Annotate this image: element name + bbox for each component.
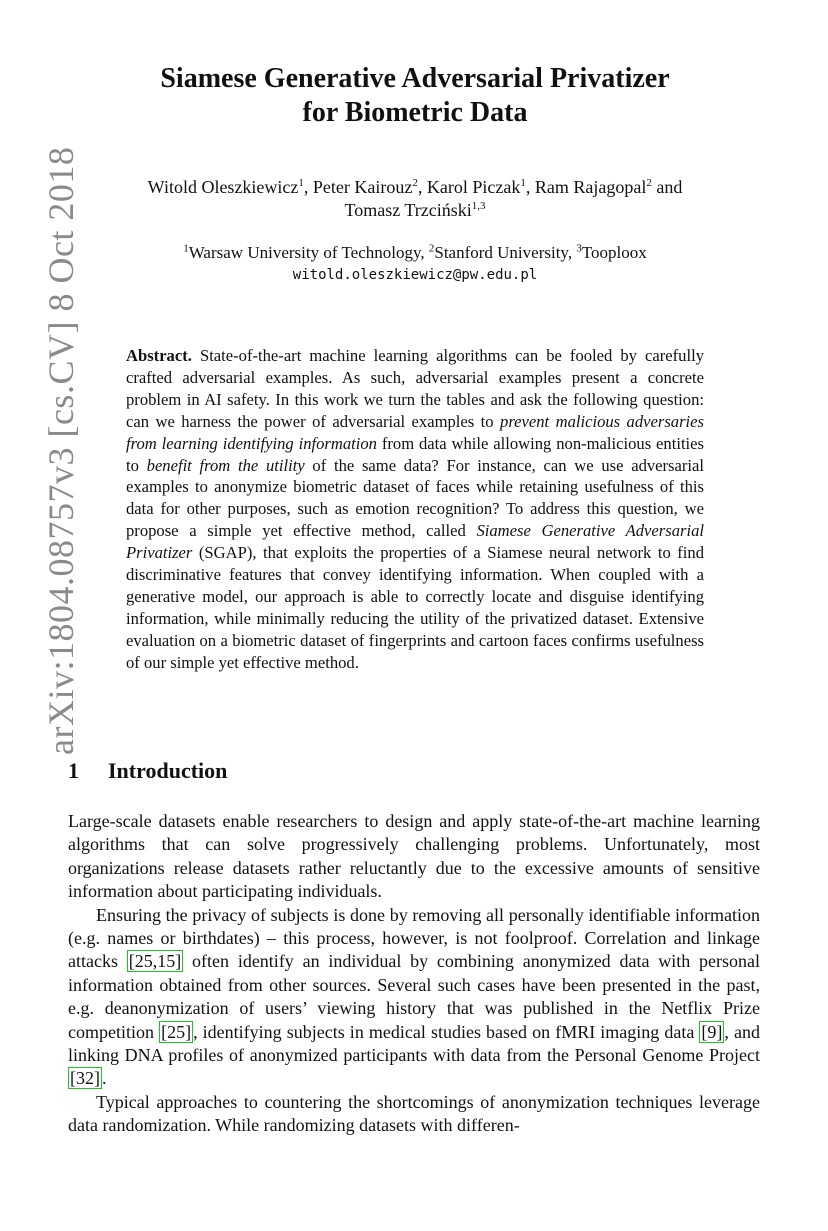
contact-email[interactable]: witold.oleszkiewicz@pw.edu.pl [292,267,538,283]
section-title: Introduction [108,758,228,783]
citation-link[interactable]: [25,15] [128,951,182,972]
paper-title [70,62,760,130]
author-affil-sup: 1 [298,177,304,189]
affil-separator: , [567,243,577,262]
author-separator: and [651,177,683,197]
abstract-emphasis: benefit from the utility [146,455,305,475]
author-affil-sup: 2 [646,177,652,189]
citation-link[interactable]: [32] [70,1068,100,1089]
abstract-text: of the same data? For instance, can we use adversarial examples to anonymize biometric dataset of faces while retaining usefulness of this data for other purposes, such as emotion recognition? To address this question, we propose a simple yet effective method, called [126,455,704,541]
section-number: 1 [68,758,79,783]
paragraph-text: , and linking DNA profiles of anonymized participants with data from the Personal Genome Project [68,1021,760,1066]
author-affil-sup: 1 [520,177,526,189]
affil-sup: 3 [576,242,582,255]
title-line-2: for Biometric Data [302,97,528,128]
paragraph: Typical approaches to countering the shortcomings of anonymization techniques leverage data randomization. While randomizing datasets with differen- [68,1091,760,1136]
affil-separator: , [420,243,429,262]
author-affil-sup: 2 [412,177,418,189]
citation-link[interactable]: [25] [161,1021,192,1042]
paragraph: Large-scale datasets enable researchers to design and apply state-of-the-art machine learning algorithms that can solve progressively challenging problems. Unfortunately, most organizations release datasets rather reluctantly due to the excessive amounts of sensitive information about participating individuals. [68,811,760,902]
affil-sup: 1 [183,242,189,255]
affil-name: Warsaw University of Technology [188,243,421,262]
paragraph [68,904,760,1091]
body-text [68,810,760,1138]
arxiv-identifier-text: arXiv:1804.08757v3 [cs.CV] 8 Oct 2018 [41,146,81,755]
author-name: Karol Piczak [426,177,521,197]
abstract-text: from data while allowing non-malicious entities to [126,433,704,475]
author-name: Peter Kairouz [312,177,413,197]
affil-name: Tooploox [581,243,647,262]
author-separator: , [525,177,535,197]
abstract [126,345,704,674]
affiliations [70,242,760,286]
author-name: Ram Rajagopal [534,177,647,197]
abstract-text: State-of-the-art machine learning algorithms can be fooled by carefully crafted adversarial examples. As such, adversarial examples present a concrete problem in AI safety. In this work we turn the tables and ask the following question: can we harness the power of adversarial examples to [126,346,704,431]
authors-line-2 [70,199,760,222]
paragraph-text: Ensuring the privacy of subjects is done by removing all personally identifiable information (e.g. names or birthdates) – this process, however, is not foolproof. Correlation and linkage attacks [68,904,760,972]
abstract-emphasis: Siamese Generative Adversarial Privatizer [126,521,704,563]
author-name: Witold Oleszkiewicz [147,177,299,197]
abstract-text: (SGAP), that exploits the properties of a Siamese neural network to find discriminative features that convey identifying information. When coupled with a generative model, our approach is able to correctly locate and disguise identifying information, while minimally reducing the utility of the privatized dataset. Extensive evaluation on a biometric dataset of fingerprints and cartoon faces confirms usefulness of our simple yet effective method. [126,543,704,672]
paragraph-text: often identify an individual by combining anonymized data with personal information obtained from other sources. Several such cases have been presented in the past, e.g. deanonymization of users’ viewing history that was published in the Netflix Prize competition [68,951,760,1042]
section-heading [68,758,227,784]
author-affil-sup: 1,3 [471,200,486,212]
author-name: Tomasz Trzciński [344,200,472,220]
abstract-label: Abstract. [126,346,192,365]
author-separator: , [303,177,313,197]
affil-sup: 2 [428,242,435,255]
title-line-1: Siamese Generative Adversarial Privatizer [160,63,670,94]
paragraph-text: . [102,1068,107,1089]
author-separator: , [417,177,427,197]
abstract-emphasis: prevent malicious adversaries from learning identifying information [126,411,704,453]
paragraph-text: , identifying subjects in medical studies based on fMRI imaging data [193,1021,700,1042]
citation-link[interactable]: [9] [701,1021,723,1042]
affil-name: Stanford University [434,243,568,262]
affiliation-line [70,242,760,264]
authors-line-1 [70,176,760,199]
author-list [70,176,760,222]
